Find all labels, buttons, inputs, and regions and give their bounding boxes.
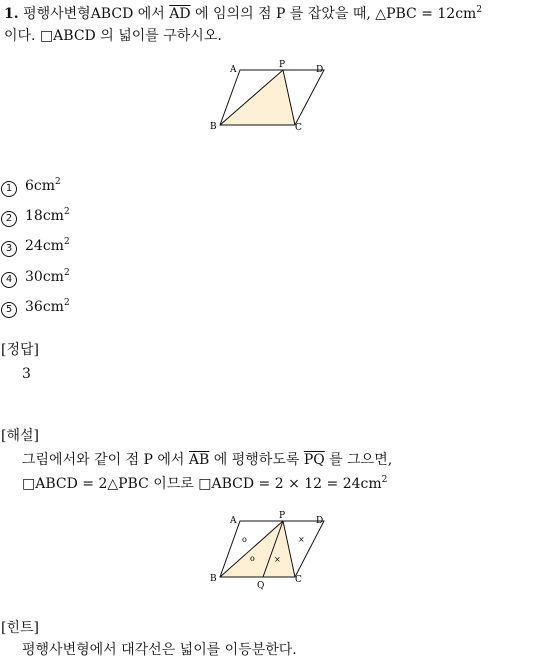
label-a: A bbox=[230, 65, 237, 75]
label-p: P bbox=[279, 511, 286, 521]
label-b: B bbox=[210, 574, 217, 584]
label-p: P bbox=[279, 60, 286, 70]
choice-4[interactable]: 4 $30cm^2$ bbox=[1, 267, 70, 288]
hint-label: [힌트] bbox=[1, 620, 39, 636]
choice-number: 4 bbox=[1, 272, 17, 288]
label-d: D bbox=[316, 65, 324, 75]
choice-number: 3 bbox=[1, 241, 17, 257]
mark-x-2: × bbox=[274, 555, 281, 564]
triangle-pbc-fill bbox=[220, 70, 295, 125]
choice-1[interactable]: 1 $6cm^2$ bbox=[1, 176, 61, 197]
label-q: Q bbox=[257, 581, 265, 590]
parallelogram-figure-1 bbox=[200, 58, 340, 138]
question-line-2: 이다. □ABCD 의 넓이를 구하시오. bbox=[4, 28, 222, 44]
choice-5[interactable]: 5 $36cm^2$ bbox=[1, 297, 70, 318]
question-line-1: 1. 평행사변형ABCD 에서 $\overline{AD}$ 에 임의의 점 P 를 잡았을 때, △PBC = $12cm^2$ bbox=[4, 5, 483, 22]
label-d: D bbox=[316, 516, 324, 526]
choice-3[interactable]: 3 $24cm^2$ bbox=[1, 236, 70, 257]
segment-pq: $\overline{PQ}$ bbox=[303, 452, 325, 468]
triangle-pbc-fill bbox=[220, 521, 295, 577]
label-c: C bbox=[295, 123, 302, 133]
segment-ad: $\overline{AD}$ bbox=[169, 6, 191, 22]
mark-x-1: × bbox=[298, 535, 305, 544]
question-number: 1. bbox=[4, 6, 19, 22]
choice-number: 2 bbox=[1, 211, 17, 227]
label-c: C bbox=[295, 575, 302, 585]
choice-2[interactable]: 2 $18cm^2$ bbox=[1, 206, 70, 227]
explanation-label: [해설] bbox=[1, 428, 39, 444]
choice-number: 5 bbox=[1, 302, 17, 318]
mark-o-1: o bbox=[242, 535, 247, 544]
hint-text: 평행사변형에서 대각선은 넓이를 이등분한다. bbox=[22, 642, 297, 658]
parallelogram-figure-2 bbox=[200, 508, 340, 590]
answer-value: 3 bbox=[22, 366, 31, 382]
label-a: A bbox=[230, 516, 237, 526]
label-b: B bbox=[210, 122, 217, 132]
answer-label: [정답] bbox=[1, 342, 39, 358]
explanation-line-2: □ABCD = 2△PBC 이므로 □ABCD = $2 \times 12 = 24cm^2$ bbox=[22, 475, 388, 492]
segment-ab: $\overline{AB}$ bbox=[188, 452, 210, 468]
choice-number: 1 bbox=[1, 181, 17, 197]
explanation-line-1: 그림에서와 같이 점 P 에서 $\overline{AB}$ 에 평행하도록 $\overline{PQ}$ 를 그으면, bbox=[22, 452, 393, 468]
mark-o-2: o bbox=[250, 554, 255, 563]
